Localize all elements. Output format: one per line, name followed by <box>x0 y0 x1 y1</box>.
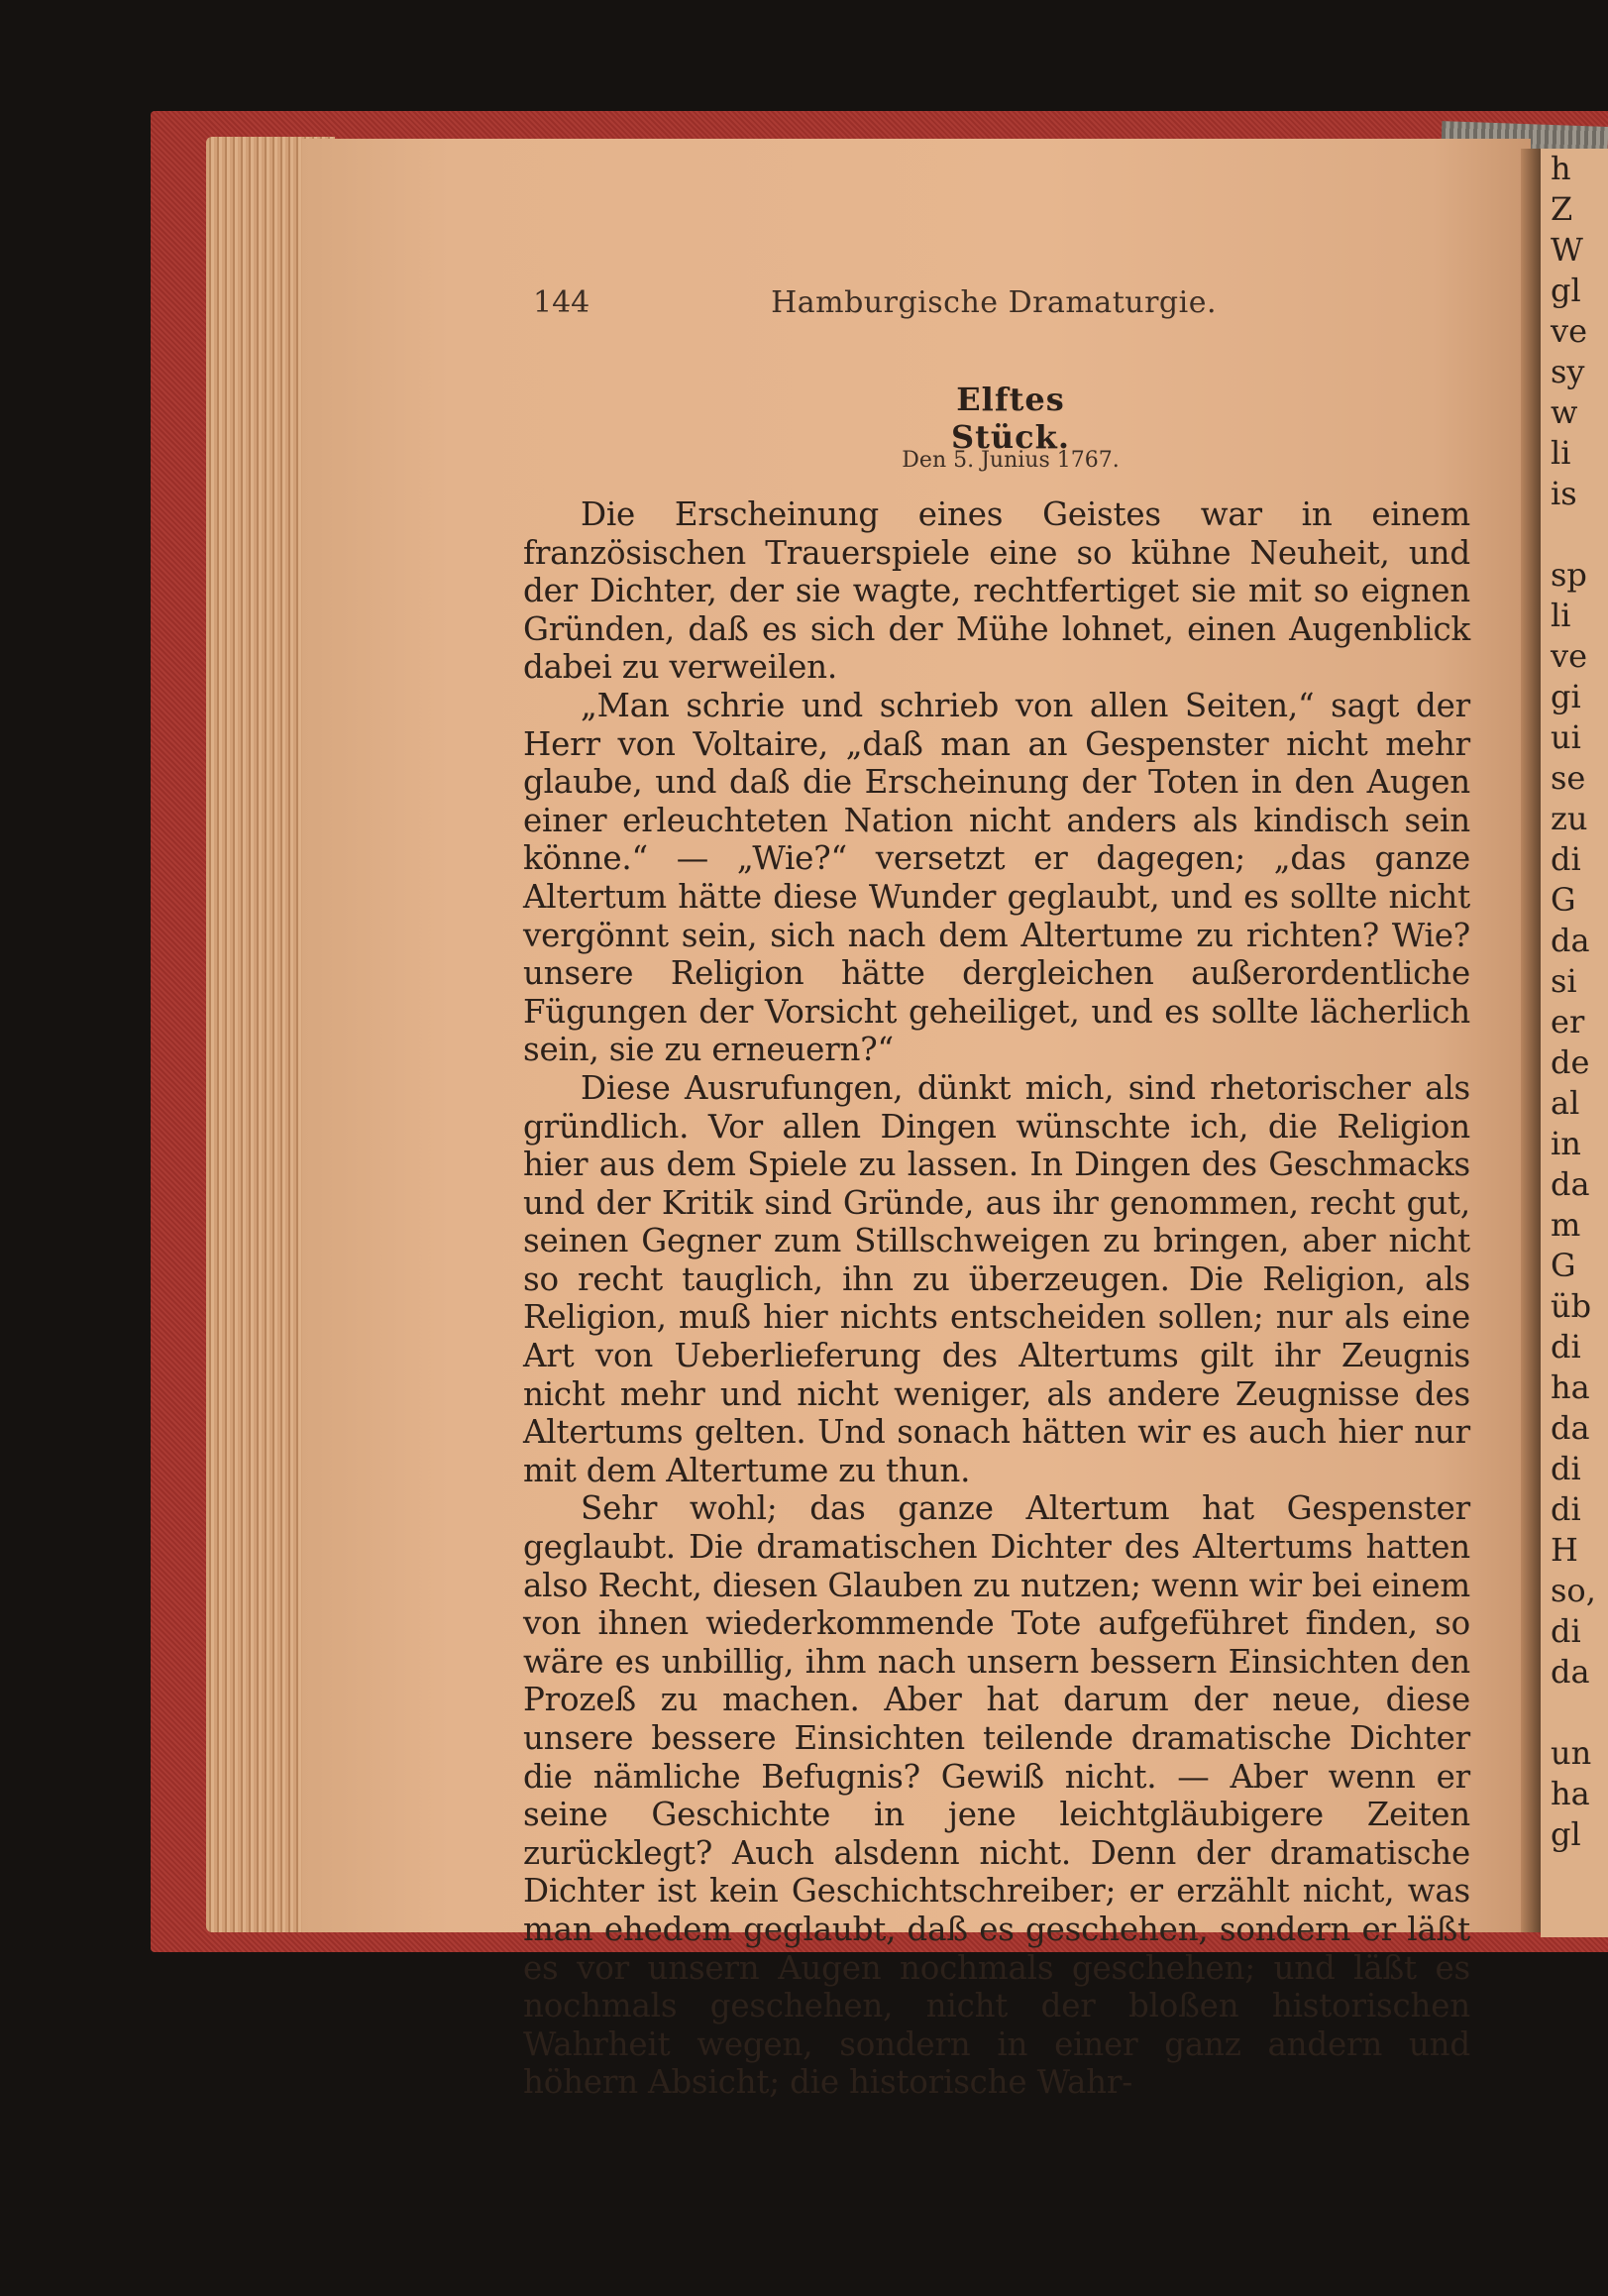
facing-page-fragment: üb <box>1551 1287 1592 1325</box>
facing-page-fragment: gl <box>1551 272 1581 309</box>
facing-page-fragment: m <box>1551 1206 1581 1244</box>
facing-page-fragment: se <box>1551 759 1586 797</box>
facing-page-fragment: ui <box>1551 718 1581 756</box>
facing-page-fragment: di <box>1551 1612 1581 1650</box>
facing-page-fragment: di <box>1551 1450 1581 1487</box>
facing-page-fragment: is <box>1551 475 1577 512</box>
facing-page-fragment <box>1551 1693 1608 1733</box>
facing-page-fragment: di <box>1551 1490 1581 1528</box>
facing-page-fragment: ve <box>1551 637 1588 675</box>
facing-page-fragment: Z <box>1551 190 1573 228</box>
facing-page-text <box>1551 149 1608 1855</box>
facing-page-fragment: zu <box>1551 800 1588 837</box>
facing-page-fragment: H <box>1551 1531 1578 1569</box>
paragraph: „Man schrie und schrieb von allen Seiten,“ sagt der Herr von Voltaire, „daß man an Gespenster nicht mehr glaube, und daß die Erscheinung der Toten in den Augen einer erleuchteten Nation nicht anders als kindisch sein könne.“ — „Wie?“ versetzt er dagegen; „das ganze Altertum hätte diese Wunder geglaubt, und es sollte nicht vergönnt sein, sich nach dem Altertume zu richten? Wie? unsere Religion hätte dergleichen außerordentliche Fügungen der Vorsicht geheiliget, und es sollte lächerlich sein, sie zu erneuern?“ <box>523 686 1470 1069</box>
facing-page-fragment: G <box>1551 1247 1576 1284</box>
facing-page-fragment: gl <box>1551 1815 1581 1853</box>
paragraph: Die Erscheinung eines Geistes war in einem französischen Trauerspiele eine so kühne Neuheit, und der Dichter, der sie wagte, rechtfertiget sie mit so eignen Gründen, daß es sich der Mühe lohnet, einen Augenblick dabei zu verweilen. <box>523 495 1470 687</box>
facing-page-fragment: sy <box>1551 353 1585 390</box>
facing-page-fragment: h <box>1551 150 1571 187</box>
facing-page-fragment: W <box>1551 231 1583 269</box>
facing-page-fragment: sp <box>1551 556 1587 594</box>
facing-page-fragment: da <box>1551 1165 1590 1203</box>
facing-page-fragment: gi <box>1551 678 1581 715</box>
facing-page-fragment: si <box>1551 962 1577 1000</box>
facing-page-fragment: in <box>1551 1125 1581 1162</box>
section-title: Elftes Stück. <box>951 381 1070 456</box>
page-number: 144 <box>533 285 590 320</box>
facing-page-fragment: er <box>1551 1003 1585 1040</box>
facing-page-fragment: ve <box>1551 312 1588 350</box>
facing-page-fragment: ha <box>1551 1775 1590 1812</box>
paragraph: Sehr wohl; das ganze Altertum hat Gespenster geglaubt. Die dramatischen Dichter des Altertums hatten also Recht, diesen Glauben zu nutzen; wenn wir bei einem von ihnen wiederkommende Tote aufgeführet finden, so wäre es unbillig, ihm nach unsern bessern Einsichten den Prozeß zu machen. Aber hat darum der neue, diese unsere bessere Einsichten teilende dramatische Dichter die nämliche Befugnis? Gewiß nicht. — Aber wenn er seine Geschichte in jene leichtgläubigere Zeiten zurücklegt? Auch alsdenn nicht. Denn der dramatische Dichter ist kein Geschichtschreiber; er erzählt nicht, was man ehedem geglaubt, daß es geschehen, sondern er läßt es vor unsern Augen nochmals geschehen; und läßt es nochmals geschehen, nicht der bloßen historischen Wahrheit wegen, sondern in einer ganz andern und höhern Absicht; die historische Wahr- <box>523 1489 1470 2102</box>
running-title: Hamburgische Dramaturgie. <box>771 285 1217 320</box>
facing-page-fragment: da <box>1551 1409 1590 1447</box>
facing-page-fragment: ha <box>1551 1368 1590 1406</box>
paragraph: Diese Ausrufungen, dünkt mich, sind rhetorischer als gründlich. Vor allen Dingen wünschte ich, die Religion hier aus dem Spiele zu lassen. In Dingen des Geschmacks und der Kritik sind Gründe, aus ihr genommen, recht gut, seinen Gegner zum Stillschweigen zu bringen, aber nicht so recht tauglich, ihn zu überzeugen. Die Religion, als Religion, muß hier nichts entscheiden sollen; nur als eine Art von Ueberlieferung des Altertums gilt ihr Zeugnis nicht mehr und nicht weniger, als andere Zeugnisse des Altertums gelten. Und sonach hätten wir es auch hier nur mit dem Altertume zu thun. <box>523 1068 1470 1489</box>
facing-page-fragment: li <box>1551 597 1571 634</box>
facing-page-fragment: li <box>1551 434 1571 472</box>
facing-page-fragment: al <box>1551 1084 1580 1122</box>
body-text <box>523 495 1470 2102</box>
facing-page-fragment: so, <box>1551 1572 1596 1609</box>
facing-page-edge <box>1541 149 1608 1937</box>
facing-page-fragment: di <box>1551 1328 1581 1366</box>
facing-page-fragment: da <box>1551 922 1590 959</box>
running-head <box>533 285 1217 331</box>
facing-page-fragment: da <box>1551 1653 1590 1691</box>
facing-page-fragment: de <box>1551 1043 1590 1081</box>
facing-page-fragment: G <box>1551 881 1576 919</box>
facing-page-fragment: un <box>1551 1734 1592 1772</box>
section-date: Den 5. Junius 1767. <box>902 448 1120 473</box>
facing-page-fragment: w <box>1551 393 1578 431</box>
facing-page-fragment: di <box>1551 840 1581 878</box>
facing-page-fragment <box>1551 514 1608 555</box>
